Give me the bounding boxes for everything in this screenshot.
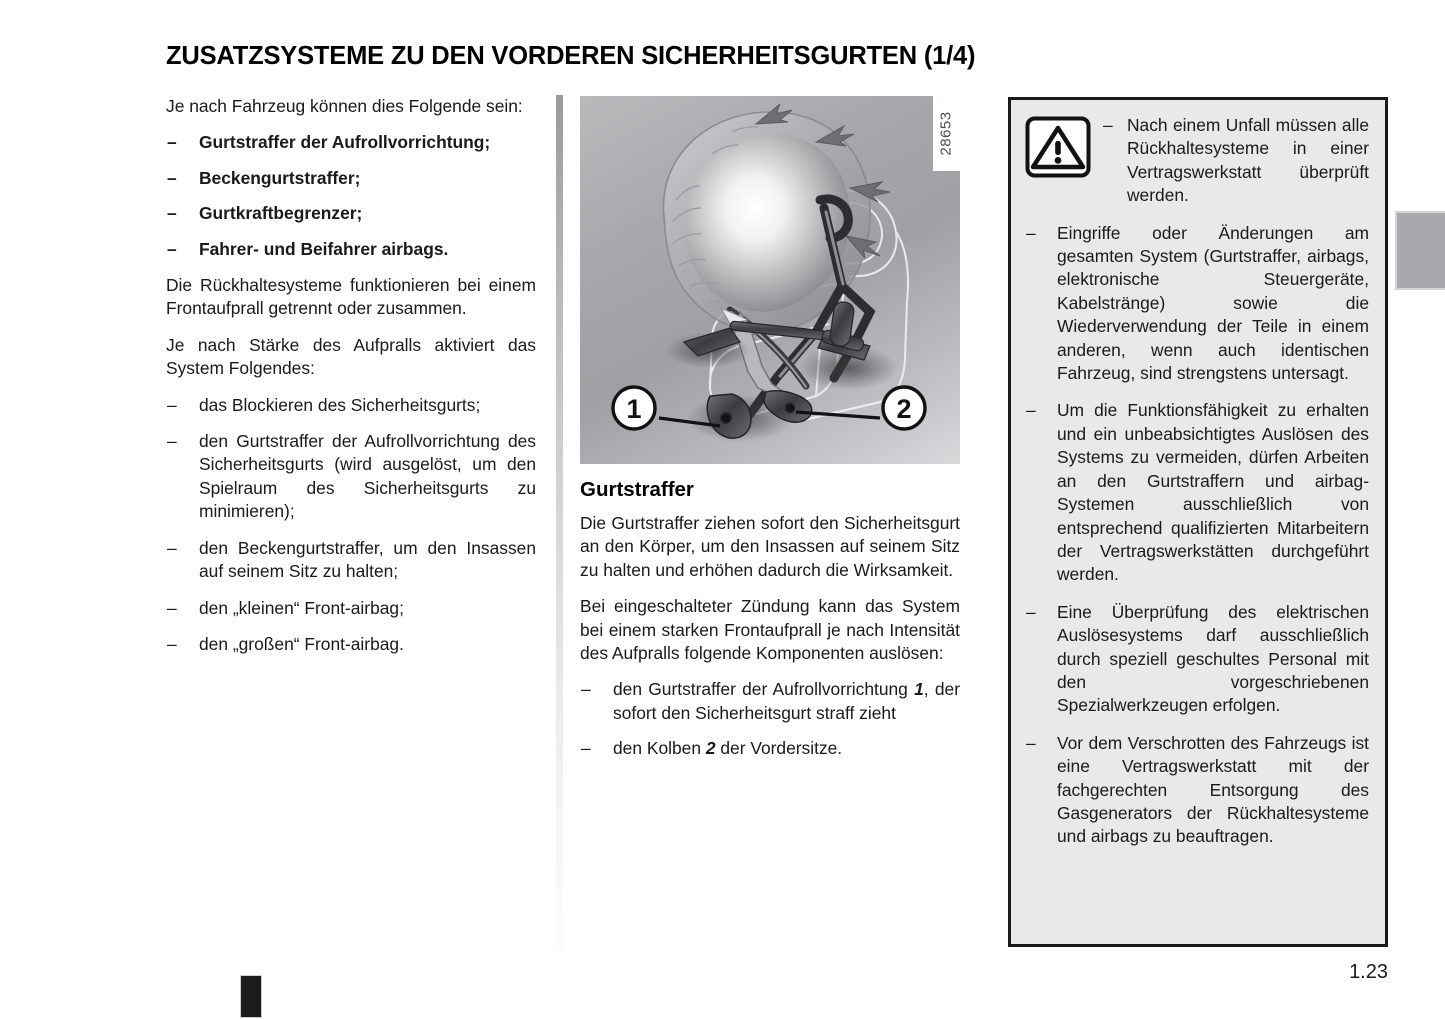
list-item: – Eine Überprüfung des elektrischen Auslösesystems darf ausschließlich durch speziell geschultes Personal mit den vorgeschriebenen Spezialwerkzeugen erfolgen. (1025, 601, 1369, 718)
list-item: – Beckengurtstraffer; (166, 167, 536, 190)
component-trigger-list (580, 678, 960, 760)
footer-marker (240, 975, 262, 1018)
left-paragraph-1: Die Rückhaltesysteme funktionieren bei einem Frontaufprall getrennt oder zusammen. (166, 275, 536, 319)
warning-item-text: – Nach einem Unfall müssen alle Rückhaltesysteme in einer Vertragswerkstatt überprüft werden. (1103, 114, 1369, 208)
warning-triangle-icon (1025, 116, 1091, 178)
column-divider (556, 95, 563, 975)
figure-id-label (933, 96, 960, 171)
list-item: – den Gurtstraffer der Aufrollvorrichtung des Sicherheitsgurts (wird ausgelöst, um den Spielraum des Sicherheitsgurts zu minimieren); (166, 430, 536, 524)
list-item: – den Gurtstraffer der Aufrollvorrichtung 1, der sofort den Sicherheitsgurt straff zieht (580, 678, 960, 725)
chapter-edge-tab (1395, 211, 1445, 290)
list-item: – den „großen“ Front-airbag. (166, 633, 536, 656)
svg-text:1: 1 (626, 394, 642, 424)
action-list (166, 394, 536, 657)
list-item: – Fahrer- und Beifahrer airbags. (166, 238, 536, 261)
list-item: – das Blockieren des Sicherheitsgurts; (166, 394, 536, 417)
list-item: – Eingriffe oder Änderungen am gesamten System (Gurtstraffer, airbags, elektronische Steuergeräte, Kabelstränge) sowie die Wiederverwendung der Teile in einem anderen, wenn auch identischen Fahrzeug, sind strengstens untersagt. (1025, 222, 1369, 386)
section-heading: Gurtstraffer (580, 478, 694, 501)
list-item: – den „kleinen“ Front-airbag; (166, 597, 536, 620)
left-intro-paragraph: Je nach Fahrzeug können dies Folgende sein: (166, 96, 523, 116)
airbag-pretensioner-illustration (580, 96, 960, 464)
component-list (166, 131, 536, 261)
svg-text:2: 2 (896, 394, 912, 424)
callout-2 (883, 387, 925, 429)
list-item: – den Kolben 2 der Vordersitze. (580, 737, 960, 760)
page-title: ZUSATZSYSTEME ZU DEN VORDEREN SICHERHEITSGURTEN (1/4) (166, 42, 976, 70)
callout-1 (613, 387, 655, 429)
center-paragraph-1: Die Gurtstraffer ziehen sofort den Sicherheitsgurt an den Körper, um den Insassen auf seinem Sitz zu halten und erhöhen dadurch die Wirksamkeit. (580, 513, 960, 580)
figure-id-text: 28653 (938, 111, 955, 156)
warning-list (1025, 222, 1369, 849)
center-column (580, 512, 960, 774)
list-item: – Gurtstraffer der Aufrollvorrichtung; (166, 131, 536, 154)
left-paragraph-2: Je nach Stärke des Aufpralls aktiviert das System Folgendes: (166, 334, 536, 379)
warning-first-entry (1025, 114, 1369, 208)
list-item: – Vor dem Verschrotten des Fahrzeugs ist eine Vertragswerkstatt mit der fachgerechten Entsorgung des Gasgenerators der Rückhaltesysteme und airbags zu beauftragen. (1025, 732, 1369, 849)
warning-box (1008, 97, 1388, 947)
page-number: 1.23 (1349, 961, 1388, 983)
list-item: – Um die Funktionsfähigkeit zu erhalten und ein unbeabsichtigtes Auslösen des Systems zu vermeiden, dürfen Arbeiten an den Gurtstraffern und airbag-Systemen ausschließlich von entsprechend qualifizierten Mitarbeitern der Vertragswerkstätten durchgeführt werden. (1025, 399, 1369, 586)
list-item: – Gurtkraftbegrenzer; (166, 202, 536, 225)
left-column (166, 95, 536, 669)
list-item: – den Beckengurtstraffer, um den Insassen auf seinem Sitz zu halten; (166, 537, 536, 584)
center-paragraph-2: Bei eingeschalteter Zündung kann das System bei einem starken Frontaufprall je nach Intensität des Aufpralls folgende Komponenten auslösen: (580, 596, 960, 664)
